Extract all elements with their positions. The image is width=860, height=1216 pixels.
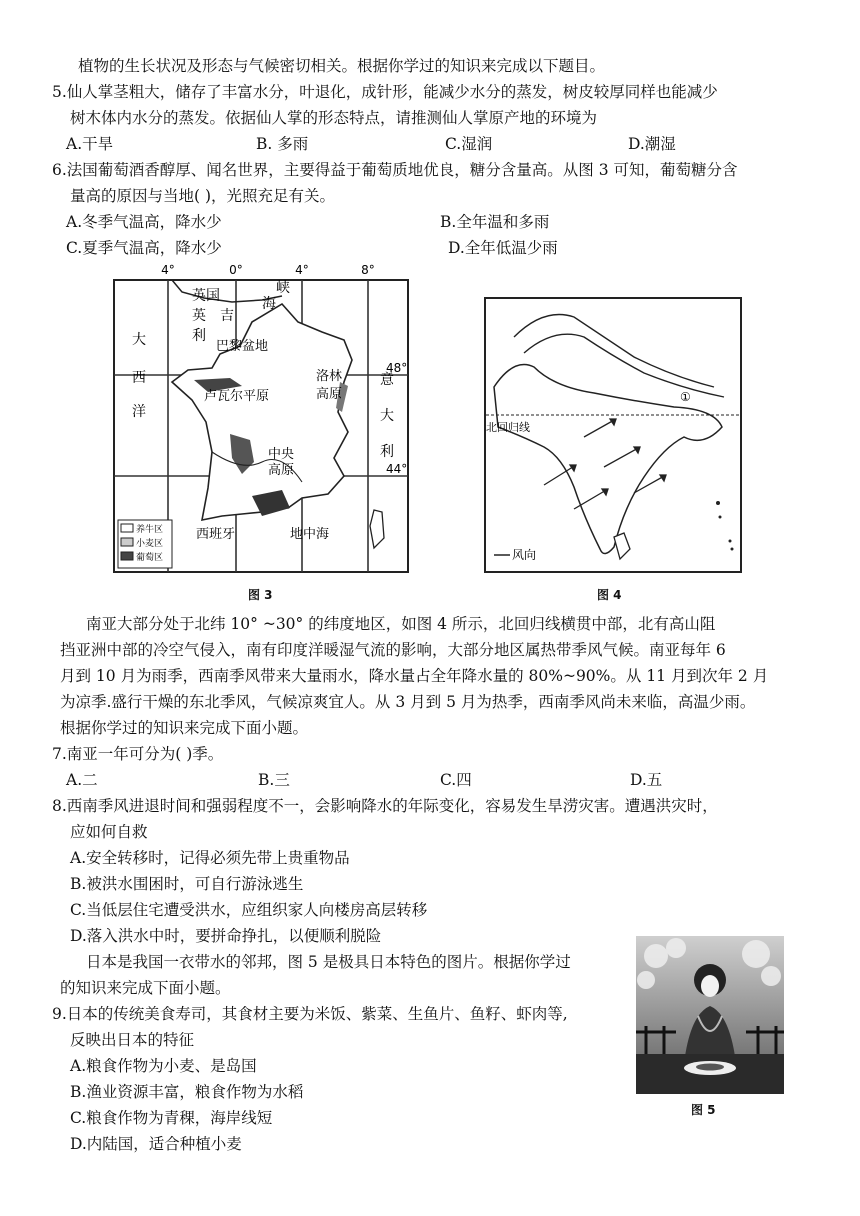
fig5-caption: 图 5 bbox=[691, 1103, 716, 1117]
label-lorraine: 高原 bbox=[316, 387, 343, 402]
q9-option-a: A.粮食作物为小麦、是岛国 bbox=[70, 1057, 257, 1075]
label-spain: 西班牙 bbox=[196, 527, 236, 542]
jp-para-line1: 日本是我国一衣带水的邻邦，图 5 是极具日本特色的图片。根据你学过 bbox=[86, 953, 571, 971]
q7-option-b: B.三 bbox=[258, 771, 290, 789]
label-central: 高原 bbox=[268, 463, 295, 478]
france-map bbox=[112, 262, 418, 578]
q7-option-c: C.四 bbox=[440, 771, 472, 789]
q5-option-b: B. 多雨 bbox=[256, 135, 309, 153]
q7-option-a: A.二 bbox=[66, 771, 98, 789]
label-atlantic: 洋 bbox=[132, 404, 146, 420]
label-england: 英 bbox=[192, 308, 206, 324]
south-asia-map bbox=[484, 297, 742, 575]
lat-label: 44° bbox=[386, 462, 408, 476]
label-med: 地中海 bbox=[290, 527, 330, 542]
q6-option-a: A.冬季气温高，降水少 bbox=[66, 213, 222, 231]
japan-photo bbox=[636, 936, 784, 1094]
label-england: 英国 bbox=[192, 288, 220, 304]
q8-option-d: D.落入洪水中时，要拼命挣扎，以便顺利脱险 bbox=[70, 927, 382, 945]
region-marker: ① bbox=[680, 390, 691, 404]
q6-option-d: D.全年低温少雨 bbox=[448, 239, 558, 257]
q5-option-c: C.湿润 bbox=[445, 135, 493, 153]
q5-line1: 5.仙人掌茎粗大，储存了丰富水分，叶退化，成针形，能减少水分的蒸发，树皮较厚同样也能减少 bbox=[52, 83, 718, 101]
lon-label: 4° bbox=[295, 263, 309, 277]
q6-option-c: C.夏季气温高，降水少 bbox=[66, 239, 222, 257]
legend-cattle: 养牛区 bbox=[136, 525, 164, 535]
fig3-caption: 图 3 bbox=[248, 588, 273, 602]
jp-para-line2: 的知识来完成下面小题。 bbox=[60, 979, 231, 997]
q5-option-a: A.干旱 bbox=[66, 135, 114, 153]
q7-stem: 7.南亚一年可分为( )季。 bbox=[52, 745, 224, 763]
label-strait: 峡 bbox=[276, 280, 290, 296]
q9-option-b: B.渔业资源丰富，粮食作物为水稻 bbox=[70, 1083, 304, 1101]
tropic-label: 北回归线 bbox=[486, 421, 530, 434]
q7-option-d: D.五 bbox=[630, 771, 663, 789]
map-legend bbox=[118, 520, 172, 568]
label-italy: 意 bbox=[380, 372, 394, 388]
label-atlantic: 大 bbox=[132, 332, 146, 348]
intro-text: 植物的生长状况及形态与气候密切相关。根据你学过的知识来完成以下题目。 bbox=[78, 57, 606, 75]
q5-line2: 树木体内水分的蒸发。依据仙人掌的形态特点，请推测仙人掌原产地的环境为 bbox=[70, 109, 598, 127]
lon-label: 8° bbox=[361, 263, 375, 277]
label-strait: 海 bbox=[262, 296, 276, 312]
legend-grape: 葡萄区 bbox=[136, 553, 164, 563]
legend-wheat: 小麦区 bbox=[136, 539, 164, 549]
sa-para-line4: 为凉季.盛行干燥的东北季风，气候凉爽宜人。从 3 月到 5 月为热季，西南季风尚未来临，高温少雨。 bbox=[60, 693, 756, 711]
q6-line2: 量高的原因与当地( )，光照充足有关。 bbox=[70, 187, 336, 205]
q9-option-c: C.粮食作物为青稞，海岸线短 bbox=[70, 1109, 273, 1127]
legend-wind: 风向 bbox=[512, 548, 537, 562]
q9-option-d: D.内陆国，适合种植小麦 bbox=[70, 1135, 242, 1153]
q8-option-a: A.安全转移时，记得必须先带上贵重物品 bbox=[70, 849, 350, 867]
label-italy: 大 bbox=[380, 408, 394, 424]
q6-option-b: B.全年温和多雨 bbox=[440, 213, 550, 231]
label-england: 利 bbox=[192, 328, 206, 344]
label-loire: 卢瓦尔平原 bbox=[204, 389, 270, 404]
q8-line2: 应如何自救 bbox=[70, 823, 148, 841]
q8-option-b: B.被洪水围困时，可自行游泳逃生 bbox=[70, 875, 304, 893]
q8-option-c: C.当低层住宅遭受洪水，应组织家人向楼房高层转移 bbox=[70, 901, 428, 919]
label-paris: 巴黎盆地 bbox=[216, 339, 269, 354]
q6-line1: 6.法国葡萄酒香醇厚、闻名世界，主要得益于葡萄质地优良，糖分含量高。从图 3 可知，葡萄糖分含 bbox=[52, 161, 738, 179]
sa-para-line1: 南亚大部分处于北纬 10° ~30° 的纬度地区，如图 4 所示，北回归线横贯中部，北有高山阻 bbox=[86, 615, 716, 633]
sa-para-line5: 根据你学过的知识来完成下面小题。 bbox=[60, 719, 309, 737]
sa-para-line3: 月到 10 月为雨季，西南季风带来大量雨水，降水量占全年降水量的 80%~90%。从 11 月到次年 2 月 bbox=[60, 667, 769, 685]
sa-para-line2: 挡亚洲中部的冷空气侵入，南有印度洋暖湿气流的影响，大部分地区属热带季风气候。南亚每年 6 bbox=[60, 641, 726, 659]
lon-label: 4° bbox=[161, 263, 175, 277]
lon-label: 0° bbox=[229, 263, 243, 277]
label-england: 吉 bbox=[220, 308, 234, 324]
label-lorraine: 洛林 bbox=[316, 369, 343, 384]
label-central: 中央 bbox=[268, 447, 295, 462]
label-atlantic: 西 bbox=[132, 370, 146, 386]
q9-line1: 9.日本的传统美食寿司，其食材主要为米饭、紫菜、生鱼片、鱼籽、虾肉等, bbox=[52, 1005, 568, 1023]
lat-label: 48° bbox=[386, 361, 408, 375]
label-italy: 利 bbox=[380, 444, 394, 460]
fig4-caption: 图 4 bbox=[597, 588, 622, 602]
q9-line2: 反映出日本的特征 bbox=[70, 1031, 195, 1049]
q8-line1: 8.西南季风进退时间和强弱程度不一，会影响降水的年际变化，容易发生旱涝灾害。遭遇洪灾时， bbox=[52, 797, 718, 815]
q5-option-d: D.潮湿 bbox=[628, 135, 676, 153]
